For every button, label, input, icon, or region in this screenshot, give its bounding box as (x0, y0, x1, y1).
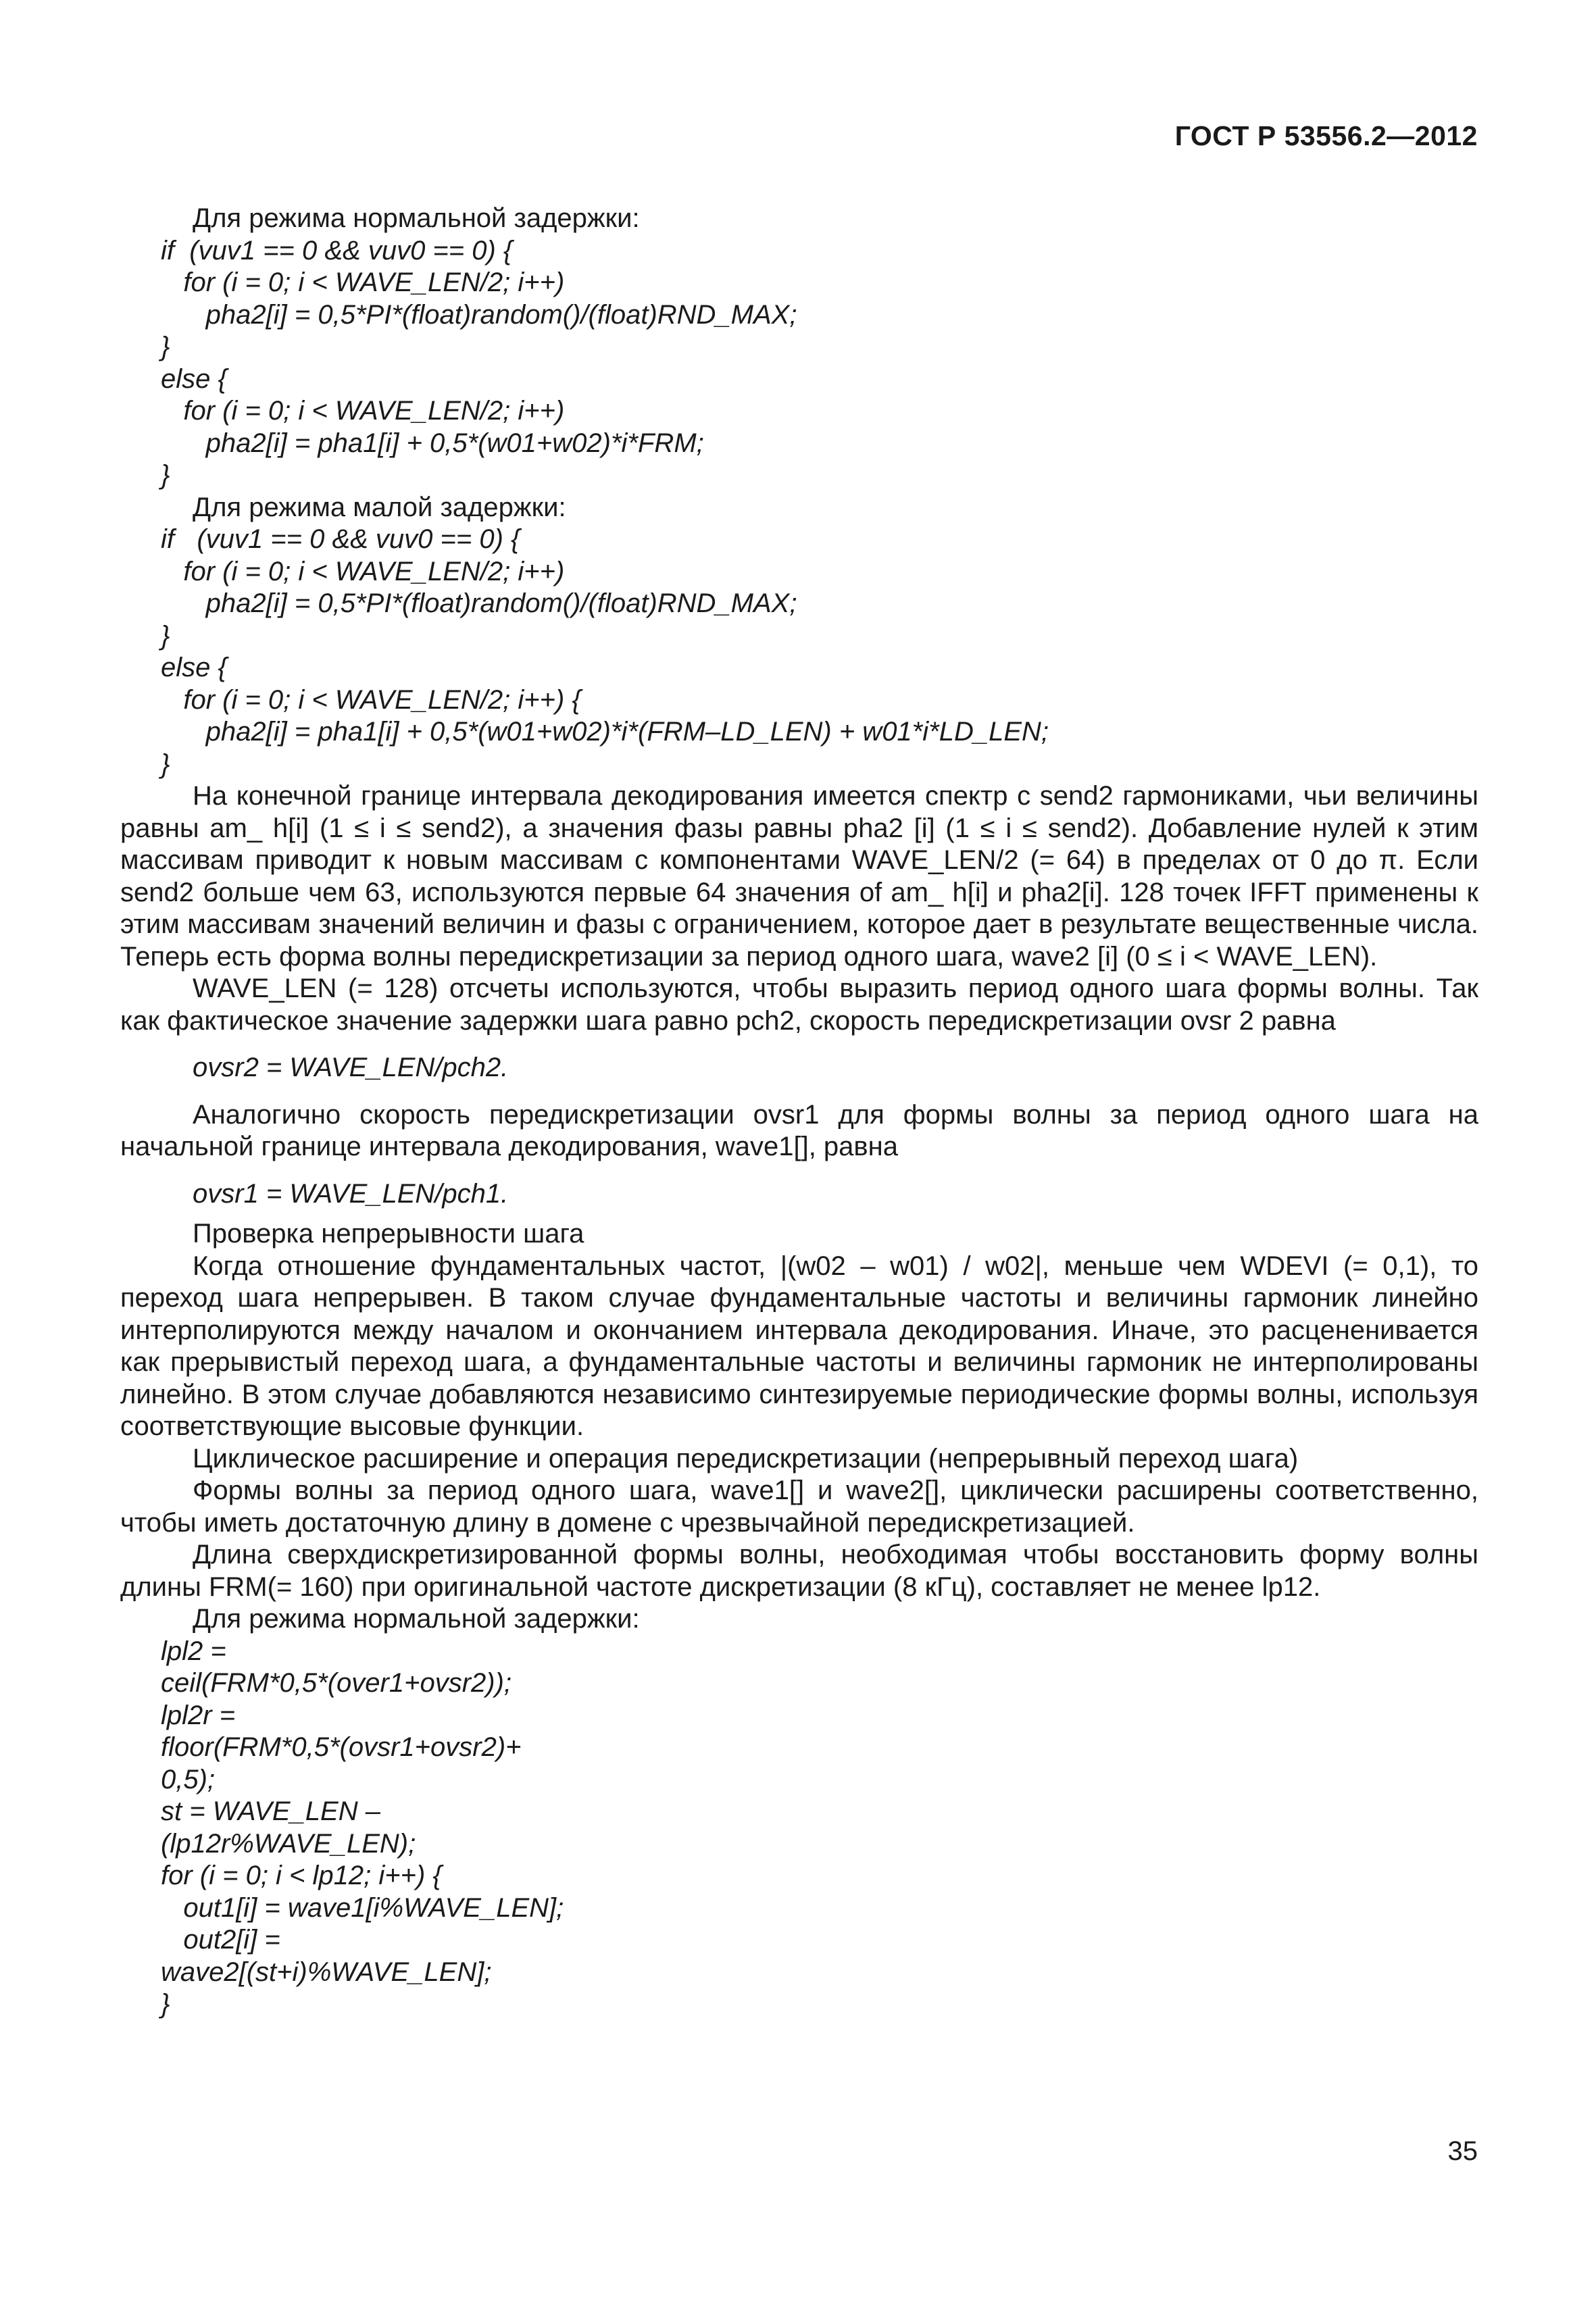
code-line: lpl2 = (161, 1636, 226, 1666)
code-line: if (vuv1 == 0 && vuv0 == 0) { (161, 524, 520, 554)
code-line: } (161, 1989, 170, 2019)
code-line: ceil(FRM*0,5*(over1+ovsr2)); (161, 1668, 512, 1698)
paragraph-oversampled-length: Длина сверхдискретизированной формы волны, необходимая чтобы восстановить форму волны длины FRM(= 160) при оригинальной частоте дискретизации (8 кГц), составляет не менее lp12. (120, 1540, 1478, 1602)
code-block-low (120, 524, 1478, 780)
page-content (120, 203, 1478, 2021)
code-line: for (i = 0; i < WAVE_LEN/2; i++) (161, 396, 565, 426)
code-line: } (161, 460, 170, 490)
paragraph-pitch-transition: Когда отношение фундаментальных частот, |(w02 – w01) / w02|, меньше чем WDEVI (= 0,1), то переход шага непрерывен. В таком случае фундаментальные частоты и величины гармоник линейно интерполируются между началом и окончанием интервала декодирования. Иначе, это расцененивается как прерывистый переход шага, а фундаментальные частоты и величины гармоник не интерполированы линейно. В этом случае добавляются независимо синтезируемые периодические формы волны, используя соответствующие высовые функции. (120, 1251, 1478, 1441)
standard-header: ГОСТ Р 53556.2—2012 (1174, 120, 1478, 151)
label-low-delay: Для режима малой задержки: (193, 492, 566, 522)
paragraph-spectrum: На конечной границе интервала декодирования имеется спектр с send2 гармониками, чьи величины равны am_ h[i] (1 ≤ i ≤ send2), а значения фазы равны pha2 [i] (1 ≤ i ≤ send2). Добавление нулей к этим массивам приводит к новым массивам с компонентами WAVE_LEN/2 (= 64) в пределах от 0 до π. Если send2 больше чем 63, используются первые 64 значения of am_ h[i] и pha2[i]. 128 точек IFFT применены к этим массивам значений величин и фазы с ограничением, которое дает в результате вещественные числа. Теперь есть форма волны передискретизации за период одного шага, wave2 [i] (0 ≤ i < WAVE_LEN). (120, 781, 1478, 972)
label-normal-delay-2: Для режима нормальной задержки: (193, 1604, 640, 1634)
page-number: 35 (1447, 2136, 1478, 2166)
code-line: pha2[i] = pha1[i] + 0,5*(w01+w02)*i*(FRM–LD_LEN) + w01*i*LD_LEN; (161, 717, 1049, 747)
code-block-normal (120, 235, 1478, 492)
paragraph-ovsr1: Аналогично скорость передискретизации ovsr1 для формы волны за период одного шага на начальной границе интервала декодирования, wave1[], равна (120, 1099, 1478, 1161)
code-line: floor(FRM*0,5*(ovsr1+ovsr2)+ (161, 1732, 522, 1762)
code-line: pha2[i] = 0,5*PI*(float)random()/(float)RND_MAX; (161, 299, 797, 330)
code-line: pha2[i] = 0,5*PI*(float)random()/(float)RND_MAX; (161, 588, 797, 618)
code-line: for (i = 0; i < lp12; i++) { (161, 1861, 442, 1890)
label-normal-delay: Для режима нормальной задержки: (193, 203, 640, 233)
code-line: } (161, 332, 170, 361)
formula-ovsr1: ovsr1 = WAVE_LEN/pch1. (193, 1178, 509, 1209)
formula-ovsr2: ovsr2 = WAVE_LEN/pch2. (193, 1053, 509, 1082)
code-line: for (i = 0; i < WAVE_LEN/2; i++) (161, 268, 565, 297)
code-line: for (i = 0; i < WAVE_LEN/2; i++) { (161, 684, 581, 715)
code-line: else { (161, 653, 227, 682)
code-line: wave2[(st+i)%WAVE_LEN]; (161, 1957, 492, 1987)
code-line: (lp12r%WAVE_LEN); (161, 1828, 416, 1859)
code-block-final (120, 1636, 1478, 2021)
code-line: if (vuv1 == 0 && vuv0 == 0) { (161, 235, 513, 266)
code-line: out1[i] = wave1[i%WAVE_LEN]; (161, 1892, 564, 1923)
code-line: } (161, 620, 170, 651)
code-line: else { (161, 363, 227, 394)
code-line: pha2[i] = pha1[i] + 0,5*(w01+w02)*i*FRM; (161, 428, 704, 458)
code-line: st = WAVE_LEN – (161, 1796, 380, 1826)
paragraph-waveforms: Формы волны за период одного шага, wave1[] и wave2[], циклически расширены соответственно, чтобы иметь достаточную длину в домене с чрезвычайной передискретизацией. (120, 1476, 1478, 1538)
heading-cyclic-extension: Циклическое расширение и операция передискретизации (непрерывный переход шага) (193, 1443, 1299, 1474)
paragraph-wave-len: WAVE_LEN (= 128) отсчеты используются, чтобы выразить период одного шага формы волны. Так как фактическое значение задержки шага равно pch2, скорость передискретизации ovsr 2 равна (120, 974, 1478, 1036)
heading-pitch-continuity: Проверка непрерывности шага (193, 1219, 584, 1249)
code-line: lpl2r = (161, 1700, 236, 1730)
code-line: out2[i] = (161, 1925, 280, 1955)
code-line: 0,5); (161, 1764, 216, 1794)
code-line: } (161, 749, 170, 779)
code-line: for (i = 0; i < WAVE_LEN/2; i++) (161, 556, 565, 586)
